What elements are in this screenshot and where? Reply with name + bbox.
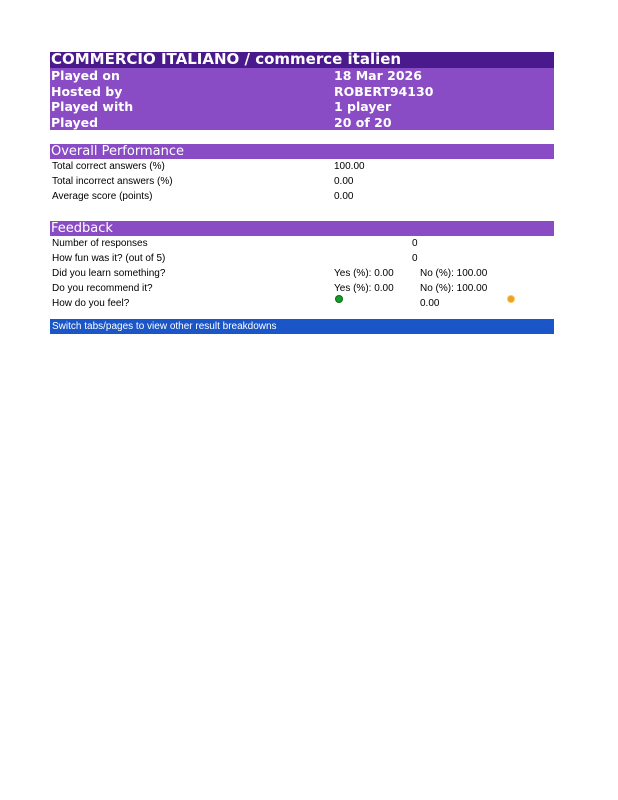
responses-label: Number of responses <box>52 237 148 249</box>
feedback-row-feel <box>50 296 554 311</box>
recommend-yes: Yes (%): 0.00 <box>334 283 394 295</box>
feedback-row-recommend <box>50 281 554 296</box>
played-with-row <box>50 99 554 115</box>
switch-tabs-notice: Switch tabs/pages to view other result breakdowns <box>50 319 554 334</box>
report-sheet <box>50 52 554 334</box>
recommend-no: No (%): 100.00 <box>420 283 488 295</box>
feel-value: 0.00 <box>420 298 440 310</box>
played-count-value: 20 of 20 <box>334 114 392 130</box>
learn-no: No (%): 100.00 <box>420 267 488 279</box>
fun-label: How fun was it? (out of 5) <box>52 252 166 264</box>
average-value: 0.00 <box>334 191 354 203</box>
correct-label: Total correct answers (%) <box>52 161 165 172</box>
correct-value: 100.00 <box>334 161 365 172</box>
performance-row-incorrect <box>50 174 554 189</box>
played-on-label: Played on <box>51 68 120 83</box>
played-with-value: 1 player <box>334 99 392 114</box>
feedback-row-learn <box>50 266 554 281</box>
hosted-by-row <box>50 84 554 100</box>
played-on-row <box>50 68 554 84</box>
played-count-row <box>50 115 554 131</box>
learn-label: Did you learn something? <box>52 267 166 279</box>
hosted-by-label: Hosted by <box>51 83 123 99</box>
played-with-label: Played with <box>51 99 134 114</box>
fun-value: 0 <box>412 252 418 264</box>
recommend-label: Do you recommend it? <box>52 283 153 295</box>
feel-label: How do you feel? <box>52 298 130 310</box>
overall-performance-heading: Overall Performance <box>50 144 554 159</box>
performance-row-average <box>50 189 554 204</box>
incorrect-value: 0.00 <box>334 176 354 188</box>
report-title: COMMERCIO ITALIANO / commerce italien <box>50 52 554 68</box>
neutral-feel-icon <box>508 296 514 302</box>
learn-yes: Yes (%): 0.00 <box>334 267 394 279</box>
positive-feel-icon <box>336 296 342 302</box>
performance-row-correct <box>50 159 554 174</box>
feedback-row-responses <box>50 236 554 251</box>
responses-value: 0 <box>412 237 418 249</box>
hosted-by-value: ROBERT94130 <box>334 83 434 99</box>
feedback-row-fun <box>50 251 554 266</box>
feedback-heading: Feedback <box>50 221 554 236</box>
incorrect-label: Total incorrect answers (%) <box>52 176 173 188</box>
average-label: Average score (points) <box>52 191 153 203</box>
played-on-value: 18 Mar 2026 <box>334 68 422 83</box>
played-count-label: Played <box>51 114 99 130</box>
session-info <box>50 68 554 130</box>
